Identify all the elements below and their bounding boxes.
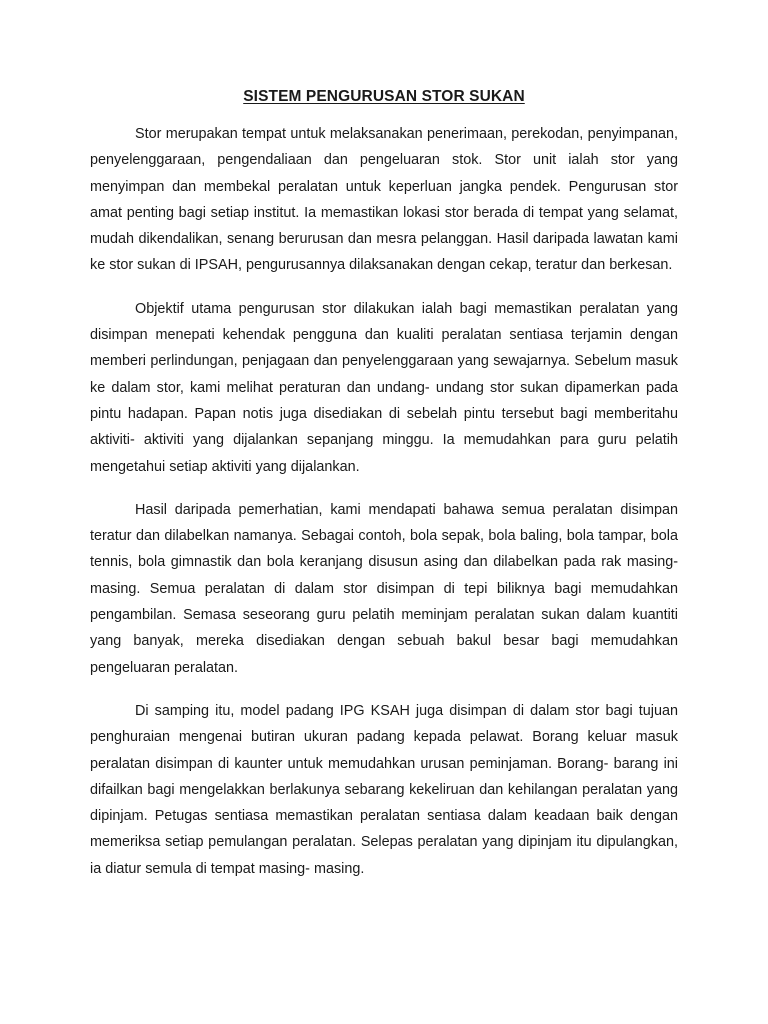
paragraph-4: Di samping itu, model padang IPG KSAH juga disimpan di dalam stor bagi tujuan penghuraian mengenai butiran ukuran padang kepada pelawat. Borang keluar masuk peralatan disimpan di kaunter untuk memudahkan urusan peminjaman. Borang- barang ini difailkan bagi mengelakkan berlakunya sebarang kekeliruan dan kehilangan peralatan yang dipinjam. Petugas sentiasa memastikan peralatan sentiasa dalam keadaan baik dengan memeriksa setiap pemulangan peralatan. Selepas peralatan yang dipinjam itu dipulangkan, ia diatur semula di tempat masing- masing.	[90, 702, 678, 877]
paragraph-3: Hasil daripada pemerhatian, kami mendapati bahawa semua peralatan disimpan teratur dan dilabelkan namanya. Sebagai contoh, bola sepak, bola baling, bola tampar, bola tennis, bola gimnastik dan bola keranjang disusun asing dan dilabelkan pada rak masing- masing. Semua peralatan di dalam stor disimpan di tepi biliknya bagi memudahkan pengambilan. Semasa seseorang guru pelatih meminjam peralatan sukan dalam kuantiti yang banyak, mereka disediakan dengan sebuah bakul besar bagi memudahkan pengeluaran peralatan.	[90, 501, 678, 676]
paragraph-1: Stor merupakan tempat untuk melaksanakan penerimaan, perekodan, penyimpanan, penyelenggaraan, pengendaliaan dan pengeluaran stok. Stor unit ialah stor yang menyimpan dan membekal peralatan untuk keperluan jangka pendek. Pengurusan stor amat penting bagi setiap institut. Ia memastikan lokasi stor berada di tempat yang selamat, mudah dikendalikan, senang berurusan dan mesra pelanggan. Hasil daripada lawatan kami ke stor sukan di IPSAH, pengurusannya dilaksanakan dengan cekap, teratur dan berkesan.	[90, 126, 678, 274]
document-title: SISTEM PENGURUSAN STOR SUKAN	[243, 88, 525, 105]
document-body	[90, 121, 678, 899]
paragraph-2: Objektif utama pengurusan stor dilakukan ialah bagi memastikan peralatan yang disimpan menepati kehendak pengguna dan kualiti peralatan sentiasa terjamin dengan memberi perlindungan, penjagaan dan penyelenggaraan yang sewajarnya. Sebelum masuk ke dalam stor, kami melihat peraturan dan undang- undang stor sukan dipamerkan pada pintu hadapan. Papan notis juga disediakan di sebelah pintu tersebut bagi memberitahu aktiviti- aktiviti yang dijalankan sepanjang minggu. Ia memudahkan para guru pelatih mengetahui setiap aktiviti yang dijalankan.	[90, 300, 678, 475]
